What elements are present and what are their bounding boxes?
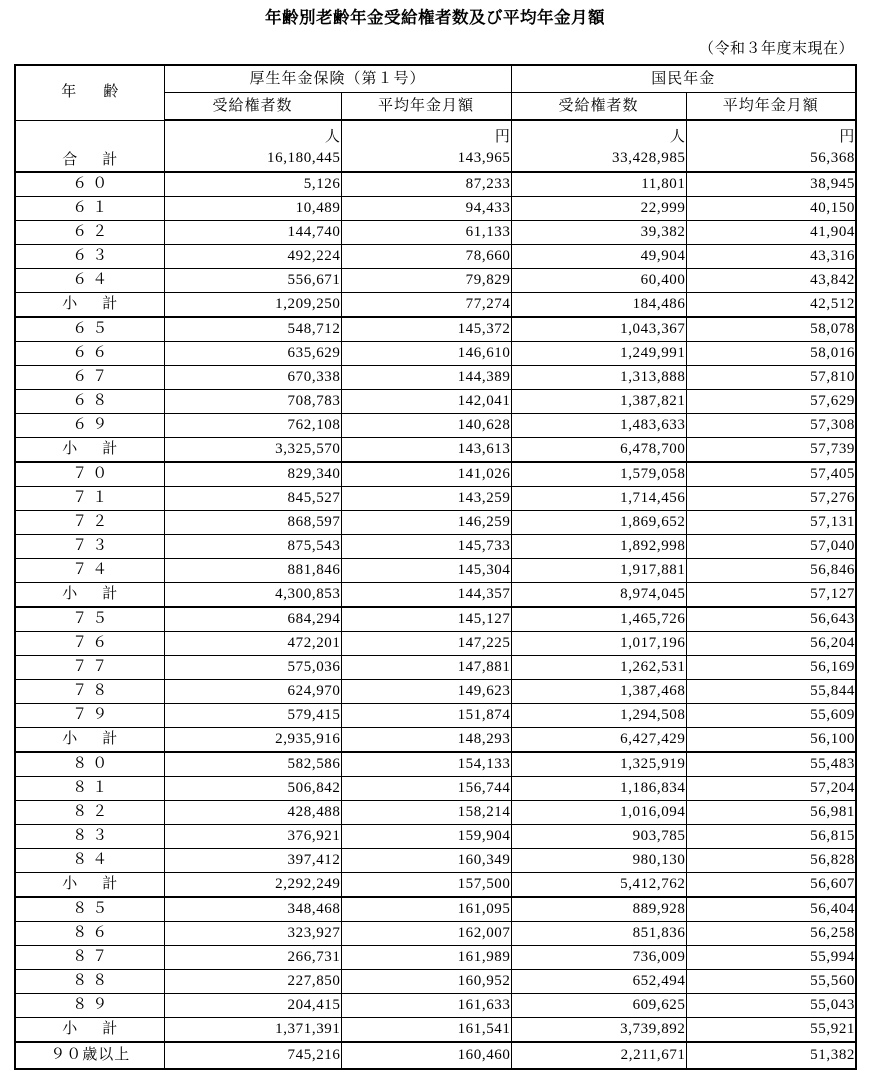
cell-np-avg-monthly: 57,810: [686, 366, 856, 390]
value-total-ep-avg-monthly: 143,965: [457, 150, 511, 166]
cell-np-recipients: 2,211,671: [511, 1042, 686, 1069]
cell-total-np-recipients: [511, 120, 686, 172]
row-label-age: 小 計: [15, 438, 164, 463]
row-label-age: ７３: [15, 535, 164, 559]
cell-ep-recipients: 2,292,249: [164, 873, 341, 898]
cell-ep-avg-monthly: 143,613: [341, 438, 511, 463]
cell-np-avg-monthly: 57,739: [686, 438, 856, 463]
row-label-age: ７９: [15, 704, 164, 728]
cell-ep-recipients: 10,489: [164, 197, 341, 221]
table-row: [15, 680, 856, 704]
cell-total-ep-recipients: [164, 120, 341, 172]
cell-ep-recipients: 4,300,853: [164, 583, 341, 608]
table-row-subtotal: [15, 293, 856, 318]
cell-ep-avg-monthly: 158,214: [341, 801, 511, 825]
as-of-note: （令和３年度末現在）: [698, 41, 854, 57]
row-label-age: ９０歳以上: [15, 1042, 164, 1069]
table-row: [15, 970, 856, 994]
cell-ep-avg-monthly: 147,225: [341, 632, 511, 656]
cell-ep-recipients: 670,338: [164, 366, 341, 390]
cell-ep-avg-monthly: 160,952: [341, 970, 511, 994]
cell-np-recipients: 1,262,531: [511, 656, 686, 680]
table-container: [14, 64, 855, 1070]
cell-ep-recipients: 376,921: [164, 825, 341, 849]
row-label-age: ８１: [15, 777, 164, 801]
cell-ep-recipients: 868,597: [164, 511, 341, 535]
cell-np-avg-monthly: 55,921: [686, 1018, 856, 1043]
cell-np-avg-monthly: 57,131: [686, 511, 856, 535]
cell-np-avg-monthly: 56,258: [686, 922, 856, 946]
cell-np-avg-monthly: 40,150: [686, 197, 856, 221]
cell-ep-recipients: 266,731: [164, 946, 341, 970]
cell-ep-avg-monthly: 161,633: [341, 994, 511, 1018]
cell-ep-recipients: 881,846: [164, 559, 341, 583]
unit-label-yen-np: 円: [839, 129, 856, 145]
table-row: [15, 632, 856, 656]
cell-np-recipients: 1,017,196: [511, 632, 686, 656]
cell-np-recipients: 1,869,652: [511, 511, 686, 535]
table-row-total: [15, 120, 856, 172]
cell-ep-avg-monthly: 142,041: [341, 390, 511, 414]
row-label-age: ６０: [15, 172, 164, 197]
cell-np-recipients: 8,974,045: [511, 583, 686, 608]
cell-np-avg-monthly: 57,204: [686, 777, 856, 801]
cell-np-recipients: 1,325,919: [511, 752, 686, 777]
cell-np-avg-monthly: 55,043: [686, 994, 856, 1018]
row-label-age: ６６: [15, 342, 164, 366]
row-label-age: 小 計: [15, 1018, 164, 1043]
cell-ep-avg-monthly: 149,623: [341, 680, 511, 704]
cell-ep-avg-monthly: 145,304: [341, 559, 511, 583]
cell-ep-avg-monthly: 161,095: [341, 897, 511, 922]
table-row-subtotal: [15, 873, 856, 898]
table-row: [15, 535, 856, 559]
header-row-groups: [15, 65, 856, 93]
cell-ep-avg-monthly: 61,133: [341, 221, 511, 245]
cell-ep-avg-monthly: 79,829: [341, 269, 511, 293]
table-row: [15, 487, 856, 511]
row-label-age: ６４: [15, 269, 164, 293]
value-total-np-recipients: 33,428,985: [612, 150, 686, 166]
cell-ep-avg-monthly: 161,989: [341, 946, 511, 970]
cell-ep-recipients: 762,108: [164, 414, 341, 438]
cell-np-recipients: 889,928: [511, 897, 686, 922]
cell-np-avg-monthly: 55,560: [686, 970, 856, 994]
cell-ep-avg-monthly: 141,026: [341, 462, 511, 487]
cell-ep-recipients: 397,412: [164, 849, 341, 873]
column-header-ep-avg-monthly: 平均年金月額: [341, 93, 511, 121]
cell-np-recipients: 1,579,058: [511, 462, 686, 487]
table-row: [15, 777, 856, 801]
cell-ep-recipients: 492,224: [164, 245, 341, 269]
cell-ep-recipients: 845,527: [164, 487, 341, 511]
cell-np-avg-monthly: 57,127: [686, 583, 856, 608]
cell-np-avg-monthly: 56,828: [686, 849, 856, 873]
cell-ep-recipients: 144,740: [164, 221, 341, 245]
cell-ep-avg-monthly: 145,372: [341, 317, 511, 342]
cell-np-recipients: 851,836: [511, 922, 686, 946]
cell-np-recipients: 60,400: [511, 269, 686, 293]
cell-np-recipients: 1,465,726: [511, 607, 686, 632]
row-label-age: ６８: [15, 390, 164, 414]
cell-np-recipients: 903,785: [511, 825, 686, 849]
table-row: [15, 994, 856, 1018]
cell-ep-recipients: 745,216: [164, 1042, 341, 1069]
cell-ep-recipients: 323,927: [164, 922, 341, 946]
cell-np-avg-monthly: 56,100: [686, 728, 856, 753]
row-label-age: ８３: [15, 825, 164, 849]
row-label-age: 小 計: [15, 728, 164, 753]
cell-np-recipients: 736,009: [511, 946, 686, 970]
cell-ep-recipients: 582,586: [164, 752, 341, 777]
cell-np-recipients: 49,904: [511, 245, 686, 269]
row-label-age: ８７: [15, 946, 164, 970]
cell-np-recipients: 11,801: [511, 172, 686, 197]
cell-np-avg-monthly: 38,945: [686, 172, 856, 197]
column-header-np-recipients: 受給権者数: [511, 93, 686, 121]
cell-ep-avg-monthly: 144,389: [341, 366, 511, 390]
table-row: [15, 317, 856, 342]
cell-np-recipients: 1,016,094: [511, 801, 686, 825]
cell-np-avg-monthly: 56,404: [686, 897, 856, 922]
cell-np-recipients: 1,387,468: [511, 680, 686, 704]
row-label-age: ７１: [15, 487, 164, 511]
row-label-age: ６７: [15, 366, 164, 390]
cell-ep-avg-monthly: 146,610: [341, 342, 511, 366]
value-total-np-avg-monthly: 56,368: [810, 150, 856, 166]
row-label-age: 小 計: [15, 583, 164, 608]
table-header: [15, 65, 856, 120]
cell-ep-avg-monthly: 144,357: [341, 583, 511, 608]
table-row: [15, 462, 856, 487]
table-row: [15, 366, 856, 390]
table-row: [15, 414, 856, 438]
row-label-age: ８６: [15, 922, 164, 946]
cell-np-recipients: 980,130: [511, 849, 686, 873]
cell-ep-avg-monthly: 146,259: [341, 511, 511, 535]
cell-ep-recipients: 5,126: [164, 172, 341, 197]
column-group-employees-pension: 厚生年金保険（第１号）: [164, 65, 511, 93]
cell-np-avg-monthly: 41,904: [686, 221, 856, 245]
cell-ep-recipients: 227,850: [164, 970, 341, 994]
table-row-subtotal: [15, 438, 856, 463]
row-label-age: ６２: [15, 221, 164, 245]
column-header-ep-recipients: 受給権者数: [164, 93, 341, 121]
table-row: [15, 752, 856, 777]
cell-ep-recipients: 472,201: [164, 632, 341, 656]
table-row: [15, 656, 856, 680]
table-row-90-and-over: [15, 1042, 856, 1069]
cell-ep-avg-monthly: 156,744: [341, 777, 511, 801]
row-label-age: ６９: [15, 414, 164, 438]
cell-np-avg-monthly: 57,308: [686, 414, 856, 438]
cell-np-avg-monthly: 43,842: [686, 269, 856, 293]
cell-np-recipients: 5,412,762: [511, 873, 686, 898]
cell-ep-avg-monthly: 154,133: [341, 752, 511, 777]
row-label-age: ６１: [15, 197, 164, 221]
table-row: [15, 197, 856, 221]
cell-np-recipients: 1,483,633: [511, 414, 686, 438]
table-row: [15, 245, 856, 269]
cell-ep-recipients: 204,415: [164, 994, 341, 1018]
cell-ep-avg-monthly: 148,293: [341, 728, 511, 753]
cell-np-recipients: 6,478,700: [511, 438, 686, 463]
row-label-age: ７０: [15, 462, 164, 487]
row-label-age: ８４: [15, 849, 164, 873]
cell-ep-avg-monthly: 157,500: [341, 873, 511, 898]
cell-np-avg-monthly: 42,512: [686, 293, 856, 318]
row-label-age: ６５: [15, 317, 164, 342]
cell-np-avg-monthly: 57,276: [686, 487, 856, 511]
cell-ep-recipients: 2,935,916: [164, 728, 341, 753]
row-label-age: ６３: [15, 245, 164, 269]
table-row: [15, 172, 856, 197]
cell-ep-avg-monthly: 145,127: [341, 607, 511, 632]
row-label-age: ７８: [15, 680, 164, 704]
cell-ep-recipients: 548,712: [164, 317, 341, 342]
cell-np-avg-monthly: 56,643: [686, 607, 856, 632]
table-row: [15, 342, 856, 366]
cell-np-recipients: 184,486: [511, 293, 686, 318]
cell-np-recipients: 22,999: [511, 197, 686, 221]
cell-np-avg-monthly: 56,815: [686, 825, 856, 849]
table-row: [15, 704, 856, 728]
cell-ep-avg-monthly: 161,541: [341, 1018, 511, 1043]
cell-ep-recipients: 575,036: [164, 656, 341, 680]
cell-ep-avg-monthly: 94,433: [341, 197, 511, 221]
table-row: [15, 897, 856, 922]
table-row: [15, 849, 856, 873]
cell-ep-avg-monthly: 140,628: [341, 414, 511, 438]
row-label-age: 小 計: [15, 873, 164, 898]
cell-np-recipients: 1,714,456: [511, 487, 686, 511]
page-title: 年齢別老齢年金受給権者数及び平均年金月額: [265, 8, 605, 27]
cell-np-recipients: 1,387,821: [511, 390, 686, 414]
cell-np-avg-monthly: 55,994: [686, 946, 856, 970]
cell-np-recipients: 1,043,367: [511, 317, 686, 342]
cell-np-avg-monthly: 56,607: [686, 873, 856, 898]
cell-np-recipients: 1,186,834: [511, 777, 686, 801]
row-label-age: ８８: [15, 970, 164, 994]
cell-np-avg-monthly: 55,483: [686, 752, 856, 777]
table-row-subtotal: [15, 583, 856, 608]
cell-np-avg-monthly: 58,078: [686, 317, 856, 342]
cell-ep-recipients: 635,629: [164, 342, 341, 366]
cell-np-recipients: 1,294,508: [511, 704, 686, 728]
cell-ep-recipients: 348,468: [164, 897, 341, 922]
cell-ep-avg-monthly: 145,733: [341, 535, 511, 559]
cell-np-recipients: 1,249,991: [511, 342, 686, 366]
cell-np-recipients: 39,382: [511, 221, 686, 245]
cell-np-recipients: 609,625: [511, 994, 686, 1018]
table-row: [15, 825, 856, 849]
cell-np-recipients: 1,917,881: [511, 559, 686, 583]
cell-ep-recipients: 1,209,250: [164, 293, 341, 318]
cell-ep-recipients: 829,340: [164, 462, 341, 487]
cell-ep-avg-monthly: 87,233: [341, 172, 511, 197]
cell-ep-avg-monthly: 151,874: [341, 704, 511, 728]
cell-np-avg-monthly: 56,169: [686, 656, 856, 680]
unit-label-people-np: 人: [669, 129, 686, 145]
row-label-age: ７４: [15, 559, 164, 583]
row-label-age: ７２: [15, 511, 164, 535]
column-header-age: 年 齢: [15, 65, 164, 120]
cell-ep-avg-monthly: 160,460: [341, 1042, 511, 1069]
row-label-age: ８５: [15, 897, 164, 922]
row-label-age: ７６: [15, 632, 164, 656]
cell-np-avg-monthly: 51,382: [686, 1042, 856, 1069]
cell-ep-avg-monthly: 143,259: [341, 487, 511, 511]
table-row: [15, 390, 856, 414]
cell-ep-recipients: 3,325,570: [164, 438, 341, 463]
cell-ep-recipients: 428,488: [164, 801, 341, 825]
cell-total-ep-avg-monthly: [341, 120, 511, 172]
cell-np-recipients: 652,494: [511, 970, 686, 994]
pension-statistics-table: [14, 64, 857, 1070]
cell-ep-recipients: 708,783: [164, 390, 341, 414]
row-label-total: 合 計: [15, 120, 164, 172]
cell-np-avg-monthly: 56,204: [686, 632, 856, 656]
cell-ep-avg-monthly: 147,881: [341, 656, 511, 680]
cell-np-avg-monthly: 58,016: [686, 342, 856, 366]
cell-ep-avg-monthly: 159,904: [341, 825, 511, 849]
cell-np-avg-monthly: 57,405: [686, 462, 856, 487]
table-body: [15, 120, 856, 1069]
row-label-age: ８０: [15, 752, 164, 777]
cell-ep-recipients: 875,543: [164, 535, 341, 559]
table-row: [15, 269, 856, 293]
table-row-subtotal: [15, 728, 856, 753]
row-label-age: 小 計: [15, 293, 164, 318]
cell-np-avg-monthly: 56,846: [686, 559, 856, 583]
column-header-np-avg-monthly: 平均年金月額: [686, 93, 856, 121]
row-label-age: ７７: [15, 656, 164, 680]
cell-ep-recipients: 624,970: [164, 680, 341, 704]
cell-np-avg-monthly: 57,629: [686, 390, 856, 414]
cell-np-avg-monthly: 43,316: [686, 245, 856, 269]
cell-np-recipients: 3,739,892: [511, 1018, 686, 1043]
column-group-national-pension: 国民年金: [511, 65, 856, 93]
cell-total-np-avg-monthly: [686, 120, 856, 172]
value-total-ep-recipients: 16,180,445: [267, 150, 341, 166]
cell-np-recipients: 6,427,429: [511, 728, 686, 753]
cell-np-avg-monthly: 55,609: [686, 704, 856, 728]
table-row: [15, 559, 856, 583]
cell-np-avg-monthly: 56,981: [686, 801, 856, 825]
row-label-age: ８２: [15, 801, 164, 825]
table-row: [15, 511, 856, 535]
unit-label-yen-ep: 円: [494, 129, 511, 145]
row-label-age: ８９: [15, 994, 164, 1018]
cell-ep-recipients: 684,294: [164, 607, 341, 632]
table-row: [15, 221, 856, 245]
cell-ep-recipients: 579,415: [164, 704, 341, 728]
cell-ep-avg-monthly: 77,274: [341, 293, 511, 318]
cell-np-avg-monthly: 55,844: [686, 680, 856, 704]
table-row: [15, 946, 856, 970]
row-label-age: ７５: [15, 607, 164, 632]
table-row-subtotal: [15, 1018, 856, 1043]
cell-ep-recipients: 1,371,391: [164, 1018, 341, 1043]
cell-ep-recipients: 556,671: [164, 269, 341, 293]
cell-ep-recipients: 506,842: [164, 777, 341, 801]
table-row: [15, 801, 856, 825]
cell-np-recipients: 1,892,998: [511, 535, 686, 559]
cell-ep-avg-monthly: 78,660: [341, 245, 511, 269]
table-row: [15, 922, 856, 946]
unit-label-people-ep: 人: [324, 129, 341, 145]
cell-np-avg-monthly: 57,040: [686, 535, 856, 559]
cell-ep-avg-monthly: 162,007: [341, 922, 511, 946]
cell-np-recipients: 1,313,888: [511, 366, 686, 390]
cell-ep-avg-monthly: 160,349: [341, 849, 511, 873]
table-row: [15, 607, 856, 632]
